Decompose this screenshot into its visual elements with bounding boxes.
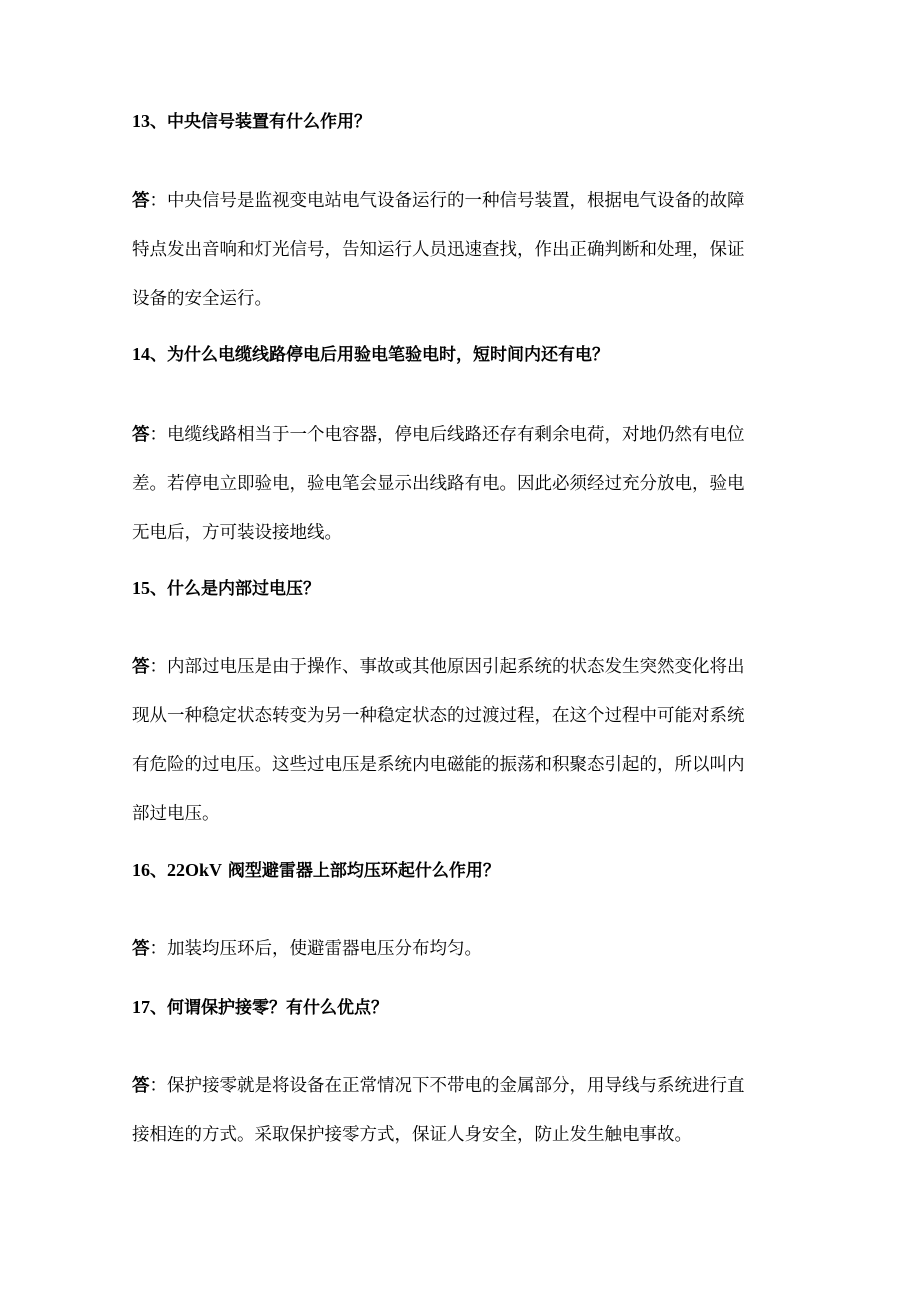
question-text: 阀型避雷器上部均压环起什么作用？ [222, 861, 500, 881]
question-separator: 、 [150, 345, 167, 365]
question-14 [132, 342, 792, 367]
answer-line: 现从一种稳定状态转变为另一种稳定状态的过渡过程，在这个过程中可能对系统 [132, 706, 745, 726]
answer-16 [132, 925, 792, 974]
answer-14 [132, 411, 792, 558]
question-separator: 、 [150, 579, 167, 599]
question-text: 中央信号装置有什么作用？ [167, 112, 371, 132]
question-17 [132, 995, 792, 1020]
answer-lead: 答 [132, 191, 150, 211]
question-15 [132, 576, 792, 601]
answer-15 [132, 643, 792, 839]
question-separator: 、 [150, 861, 167, 881]
answer-line: 答：保护接零就是将设备在正常情况下不带电的金属部分，用导线与系统进行直 [132, 1076, 745, 1096]
question-text: 什么是内部过电压？ [167, 579, 320, 599]
question-separator: 、 [150, 998, 167, 1018]
answer-line: 答：电缆线路相当于一个电容器，停电后线路还存有剩余电荷，对地仍然有电位 [132, 425, 745, 445]
answer-line: 接相连的方式。采取保护接零方式，保证人身安全，防止发生触电事故。 [132, 1125, 692, 1145]
question-separator: 、 [150, 112, 167, 132]
question-number: 16 [132, 860, 150, 880]
answer-lead: 答 [132, 657, 150, 677]
question-number: 13 [132, 111, 150, 131]
answer-lead: 答 [132, 425, 150, 445]
answer-lead: 答 [132, 939, 150, 959]
question-16 [132, 858, 792, 883]
answer-lead: 答 [132, 1076, 150, 1096]
answer-line: 答：加装均压环后，使避雷器电压分布均匀。 [132, 939, 482, 959]
answer-line: 答：内部过电压是由于操作、事故或其他原因引起系统的状态发生突然变化将出 [132, 657, 745, 677]
question-prefix: 22OkV [167, 860, 223, 880]
question-text: 何谓保护接零？有什么优点？ [167, 998, 388, 1018]
question-text: 为什么电缆线路停电后用验电笔验电时，短时间内还有电？ [167, 345, 609, 365]
answer-line: 差。若停电立即验电，验电笔会显示出线路有电。因此必须经过充分放电，验电 [132, 474, 745, 494]
question-13 [132, 109, 792, 134]
answer-line: 答：中央信号是监视变电站电气设备运行的一种信号装置，根据电气设备的故障 [132, 191, 745, 211]
question-number: 15 [132, 578, 150, 598]
answer-line: 部过电压。 [132, 804, 220, 824]
answer-line: 特点发出音响和灯光信号，告知运行人员迅速查找，作出正确判断和处理，保证 [132, 240, 745, 260]
question-number: 17 [132, 997, 150, 1017]
answer-13 [132, 177, 792, 324]
answer-line: 设备的安全运行。 [132, 289, 272, 309]
answer-line: 有危险的过电压。这些过电压是系统内电磁能的振荡和积聚态引起的，所以叫内 [132, 755, 745, 775]
answer-line: 无电后，方可装设接地线。 [132, 523, 342, 543]
answer-17 [132, 1062, 792, 1160]
question-number: 14 [132, 344, 150, 364]
